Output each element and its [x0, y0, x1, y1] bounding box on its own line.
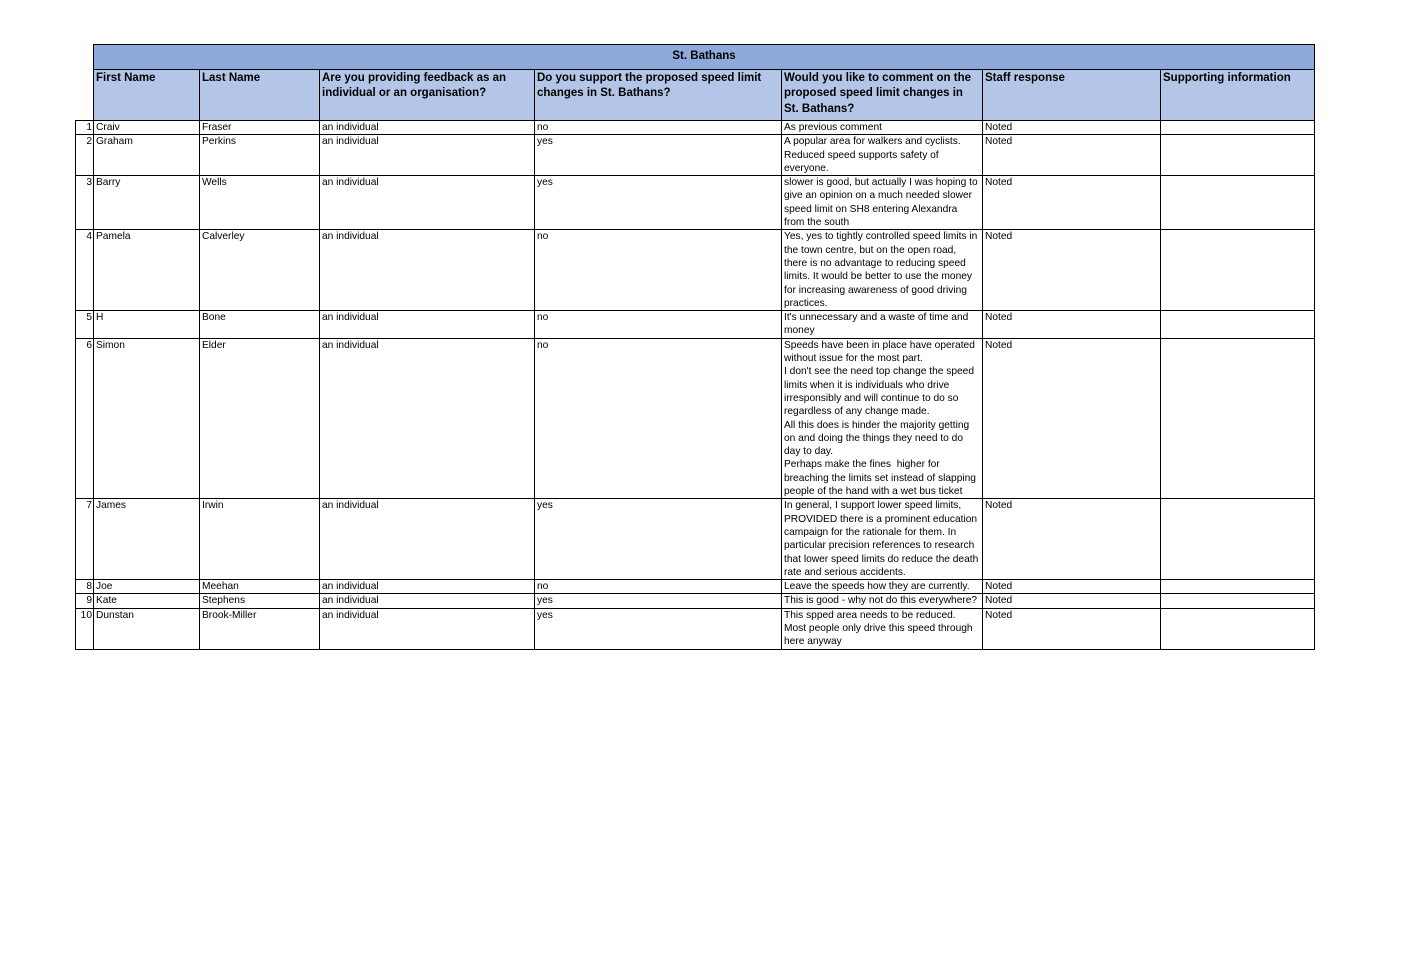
header-first-name: First Name	[94, 70, 200, 121]
comment-cell: This is good - why not do this everywhere?	[782, 594, 983, 608]
feedback-type-cell: an individual	[320, 608, 535, 649]
staff-response-cell: Noted	[983, 230, 1161, 311]
feedback-type-cell: an individual	[320, 176, 535, 230]
supporting-info-cell	[1161, 580, 1315, 594]
table-row	[76, 121, 1315, 135]
comment-cell: Yes, yes to tightly controlled speed limits in the town centre, but on the open road, there is no advantage to reducing speed limits. It would be better to use the money for increasing awareness of good driving practices.	[782, 230, 983, 311]
first-name-cell: Barry	[94, 176, 200, 230]
comment-cell: As previous comment	[782, 121, 983, 135]
first-name-cell: Craiv	[94, 121, 200, 135]
comment-cell: A popular area for walkers and cyclists. Reduced speed supports safety of everyone.	[782, 135, 983, 176]
first-name-cell: James	[94, 499, 200, 580]
feedback-type-cell: an individual	[320, 594, 535, 608]
table-row	[76, 499, 1315, 580]
table-row	[76, 176, 1315, 230]
feedback-type-cell: an individual	[320, 121, 535, 135]
table-row	[76, 135, 1315, 176]
staff-response-cell: Noted	[983, 176, 1161, 230]
table-body	[76, 121, 1315, 650]
first-name-cell: Dunstan	[94, 608, 200, 649]
row-number: 3	[76, 176, 94, 230]
corner-blank	[76, 70, 94, 121]
last-name-cell: Calverley	[200, 230, 320, 311]
support-cell: no	[535, 121, 782, 135]
header-supporting-info: Supporting information	[1161, 70, 1315, 121]
staff-response-cell: Noted	[983, 311, 1161, 339]
staff-response-cell: Noted	[983, 338, 1161, 499]
supporting-info-cell	[1161, 230, 1315, 311]
staff-response-cell: Noted	[983, 499, 1161, 580]
staff-response-cell: Noted	[983, 121, 1161, 135]
first-name-cell: Pamela	[94, 230, 200, 311]
feedback-type-cell: an individual	[320, 230, 535, 311]
feedback-type-cell: an individual	[320, 338, 535, 499]
staff-response-cell: Noted	[983, 608, 1161, 649]
last-name-cell: Perkins	[200, 135, 320, 176]
comment-cell: It's unnecessary and a waste of time and money	[782, 311, 983, 339]
header-support: Do you support the proposed speed limit changes in St. Bathans?	[535, 70, 782, 121]
support-cell: no	[535, 311, 782, 339]
feedback-type-cell: an individual	[320, 580, 535, 594]
comment-cell: In general, I support lower speed limits, PROVIDED there is a prominent education campaign for the rationale for them. In particular precision references to research that lower speed limits do reduce the death rate and serious accidents.	[782, 499, 983, 580]
support-cell: yes	[535, 608, 782, 649]
header-last-name: Last Name	[200, 70, 320, 121]
table-row	[76, 594, 1315, 608]
feedback-table	[75, 44, 1315, 650]
last-name-cell: Irwin	[200, 499, 320, 580]
support-cell: yes	[535, 499, 782, 580]
first-name-cell: Joe	[94, 580, 200, 594]
row-number: 6	[76, 338, 94, 499]
supporting-info-cell	[1161, 121, 1315, 135]
first-name-cell: H	[94, 311, 200, 339]
support-cell: no	[535, 338, 782, 499]
supporting-info-cell	[1161, 311, 1315, 339]
row-number: 7	[76, 499, 94, 580]
last-name-cell: Elder	[200, 338, 320, 499]
table-row	[76, 230, 1315, 311]
feedback-type-cell: an individual	[320, 311, 535, 339]
first-name-cell: Simon	[94, 338, 200, 499]
table-row	[76, 608, 1315, 649]
header-staff-response: Staff response	[983, 70, 1161, 121]
last-name-cell: Meehan	[200, 580, 320, 594]
row-number: 10	[76, 608, 94, 649]
supporting-info-cell	[1161, 608, 1315, 649]
staff-response-cell: Noted	[983, 135, 1161, 176]
sheet-title: St. Bathans	[94, 45, 1315, 70]
last-name-cell: Stephens	[200, 594, 320, 608]
row-number: 9	[76, 594, 94, 608]
row-number: 2	[76, 135, 94, 176]
row-number: 4	[76, 230, 94, 311]
row-number: 8	[76, 580, 94, 594]
table-row	[76, 311, 1315, 339]
header-row	[76, 70, 1315, 121]
supporting-info-cell	[1161, 338, 1315, 499]
support-cell: yes	[535, 176, 782, 230]
supporting-info-cell	[1161, 135, 1315, 176]
supporting-info-cell	[1161, 499, 1315, 580]
row-number: 1	[76, 121, 94, 135]
comment-cell: Speeds have been in place have operated without issue for the most part. I don't see the need top change the speed limits when it is individuals who drive irresponsibly and will continue to do so regardless of any change made. All this does is hinder the majority getting on and doing the things they need to do day to day. Perhaps make the fines higher for breaching the limits set instead of slapping people of the hand with a wet bus ticket	[782, 338, 983, 499]
last-name-cell: Fraser	[200, 121, 320, 135]
support-cell: yes	[535, 594, 782, 608]
comment-cell: This spped area needs to be reduced. Most people only drive this speed through here anyway	[782, 608, 983, 649]
last-name-cell: Brook-Miller	[200, 608, 320, 649]
feedback-type-cell: an individual	[320, 499, 535, 580]
header-comment: Would you like to comment on the proposed speed limit changes in St. Bathans?	[782, 70, 983, 121]
header-feedback-type: Are you providing feedback as an individual or an organisation?	[320, 70, 535, 121]
table-row	[76, 338, 1315, 499]
first-name-cell: Kate	[94, 594, 200, 608]
first-name-cell: Graham	[94, 135, 200, 176]
last-name-cell: Wells	[200, 176, 320, 230]
feedback-type-cell: an individual	[320, 135, 535, 176]
comment-cell: slower is good, but actually I was hoping to give an opinion on a much needed slower speed limit on SH8 entering Alexandra from the south	[782, 176, 983, 230]
support-cell: no	[535, 230, 782, 311]
table-row	[76, 580, 1315, 594]
comment-cell: Leave the speeds how they are currently.	[782, 580, 983, 594]
support-cell: yes	[535, 135, 782, 176]
corner-blank	[76, 45, 94, 70]
supporting-info-cell	[1161, 176, 1315, 230]
title-row	[76, 45, 1315, 70]
staff-response-cell: Noted	[983, 580, 1161, 594]
staff-response-cell: Noted	[983, 594, 1161, 608]
support-cell: no	[535, 580, 782, 594]
row-number: 5	[76, 311, 94, 339]
supporting-info-cell	[1161, 594, 1315, 608]
last-name-cell: Bone	[200, 311, 320, 339]
